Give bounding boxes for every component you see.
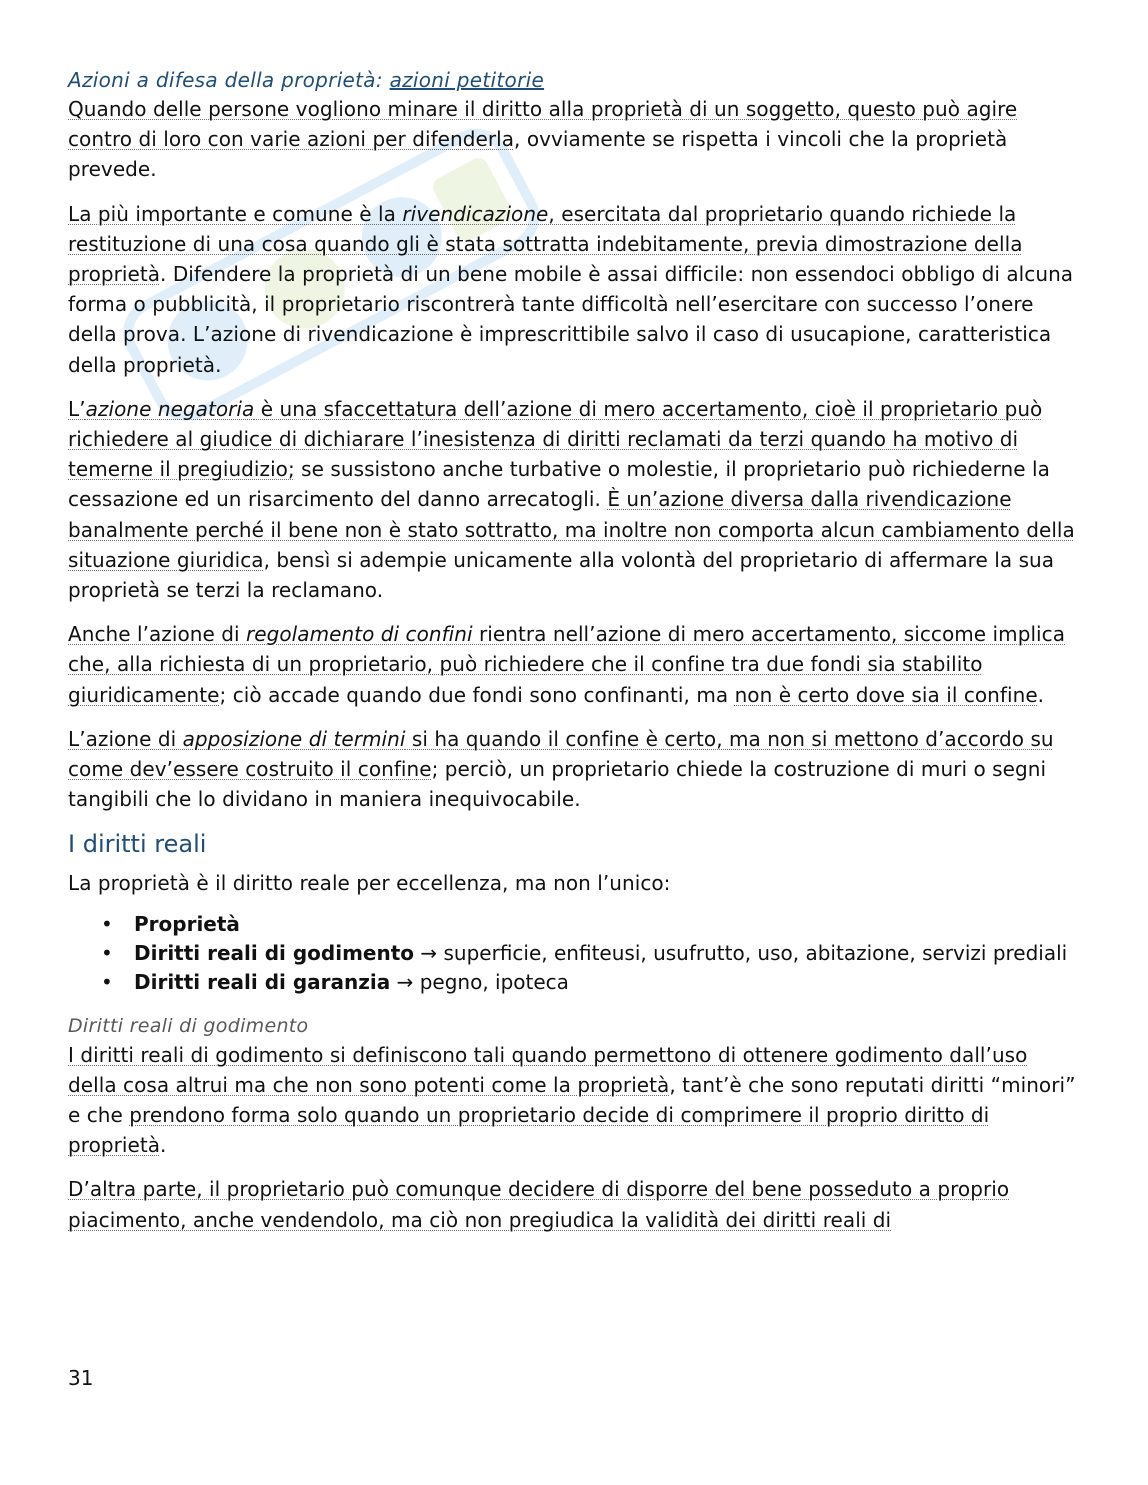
paragraph-3: [68, 394, 1080, 605]
underlined-text: L’: [68, 396, 86, 421]
underlined-text: prendono forma solo quando un proprietario decide di comprimere il proprio diritto di proprietà: [68, 1103, 990, 1158]
paragraph-6: La proprietà è il diritto reale per eccellenza, ma non l’unico:: [68, 871, 671, 896]
underlined-text: Quando delle persone vogliono minare il diritto alla proprietà di un soggetto, questo può agire contro di loro con varie azioni per difenderla: [68, 97, 1018, 152]
text: , ovviamente se rispetta i vincoli che la proprietà prevede.: [68, 127, 1008, 182]
underlined-text: È un’azione diversa dalla rivendicazione banalmente perché il bene non è stato sottratto, ma inoltre non comporta alcun cambiamento della situazione giuridica: [68, 487, 1075, 572]
paragraph-8: [68, 1174, 1080, 1234]
heading-prefix: Azioni a difesa della proprietà:: [68, 68, 390, 92]
underlined-text: si ha quando il confine è certo, ma non si mettono d’accordo su come dev’essere costruito il confine: [68, 726, 1054, 782]
page-number: 31: [68, 1366, 94, 1390]
section-heading-diritti-reali: I diritti reali: [68, 830, 207, 859]
italic-term: rivendicazione: [402, 201, 549, 226]
underlined-text: è una sfaccettatura dell’azione di mero accertamento, cioè il proprietario può richiedere al giudice di dichiarare l’inesistenza di diritti reclamati da terzi quando ha motivo di temerne il pregiudizio;: [68, 396, 1043, 482]
text: .: [1037, 682, 1045, 707]
underlined-text: La più importante e comune è la: [68, 201, 403, 226]
underlined-text: non è certo dove sia il confine: [734, 682, 1038, 707]
text: , tant’è che sono reputati diritti “minori” e che: [68, 1072, 1076, 1128]
heading-link: azioni petitorie: [389, 68, 545, 92]
paragraph-7: [68, 1040, 1080, 1161]
list-item-bold: Diritti reali di godimento: [134, 940, 415, 965]
list-item-text: → pegno, ipoteca: [390, 969, 569, 994]
list-item: [101, 909, 1080, 939]
paragraph-5: [68, 724, 1080, 815]
underlined-text: I diritti reali di godimento si definiscono tali quando permettono di ottenere godimento dall’uso della cosa altrui ma che non sono potenti come la proprietà: [68, 1042, 1028, 1097]
list-item: [101, 938, 1080, 968]
underlined-text: L’azione di: [68, 726, 183, 751]
list-item-bold: Proprietà: [134, 911, 240, 936]
italic-term: regolamento di confini: [246, 622, 473, 647]
list-item-bold: Diritti reali di garanzia: [134, 969, 391, 994]
document-page: [68, 62, 1080, 1249]
text: se sussistono anche turbative o molestie, il proprietario può richiederne la cessazione ed un risarcimento del danno arrecatogli.: [68, 457, 1050, 512]
bullet-icon: •: [101, 911, 113, 936]
paragraph-1: [68, 94, 1080, 185]
text: ; perciò, un proprietario chiede la costruzione di muri o segni tangibili che lo dividano in maniera inequivocabile.: [68, 757, 1047, 812]
underlined-text: , esercitata dal proprietario quando richiede la restituzione di una cosa quando gli è stata sottratta indebitamente, previa dimostrazione della proprietà: [68, 201, 1023, 287]
bullet-icon: •: [101, 940, 113, 965]
text: ; ciò accade quando due fondi sono confinanti, ma: [219, 682, 735, 707]
text: .: [160, 1133, 167, 1158]
text: . Difendere la proprietà di un bene mobile è assai difficile: non essendoci obbligo di alcuna forma o pubblicità, il proprietario riscontrerà tante difficoltà nell’esercitare con successo l’onere della prova. L’azione di rivendicazione è imprescrittibile salvo il caso di usucapione, caratteristica della proprietà.: [68, 262, 1074, 377]
subsection-heading-godimento: Diritti reali di godimento: [68, 1014, 309, 1037]
list-item: [101, 967, 1080, 997]
underlined-text: rientra nell’azione di mero accertamento, siccome implica che, alla richiesta di un proprietario, può richiedere che il confine tra due fondi sia stabilito giuridicamente: [68, 622, 1066, 707]
underlined-text: D’altra parte, il proprietario può comunque decidere di disporre del bene posseduto a proprio piacimento, anche vendendolo, ma ciò non pregiudica la validità dei diritti reali di: [68, 1177, 1010, 1232]
text: , bensì si adempie unicamente alla volontà del proprietario di affermare la sua proprietà se terzi la reclamano.: [68, 547, 1055, 603]
paragraph-2: [68, 199, 1080, 380]
rights-list: [68, 909, 1080, 997]
underlined-text: Anche l’azione di: [68, 622, 246, 647]
italic-term: azione negatoria: [85, 396, 255, 421]
italic-term: apposizione di termini: [182, 726, 406, 751]
paragraph-4: [68, 619, 1080, 710]
section-heading-azioni: [68, 66, 1080, 94]
bullet-icon: •: [101, 969, 113, 994]
list-item-text: → superficie, enfiteusi, usufrutto, uso, abitazione, servizi prediali: [414, 940, 1068, 965]
